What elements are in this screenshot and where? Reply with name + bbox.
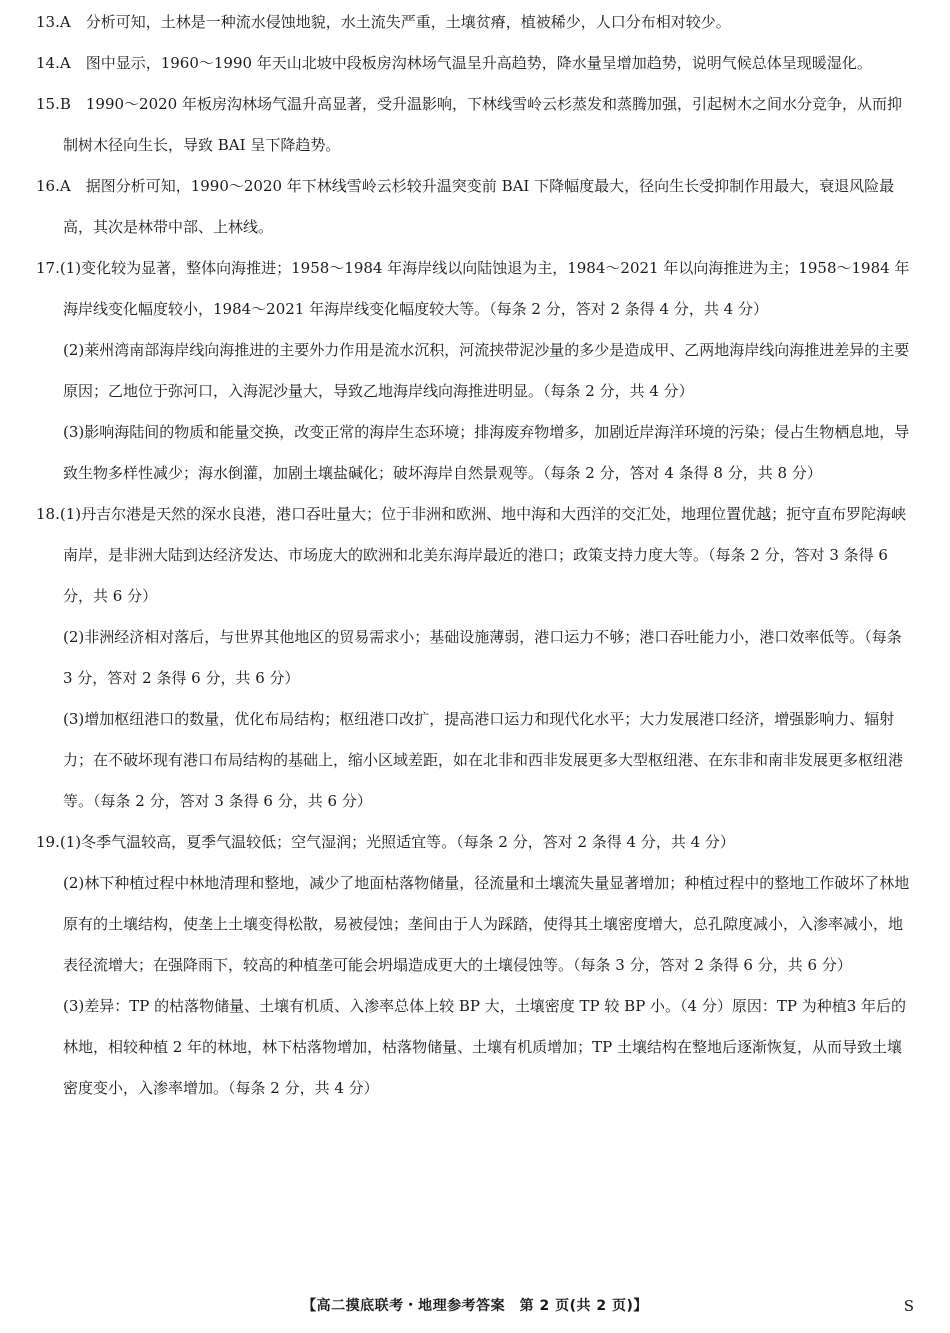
answer-text: A 图中显示，1960～1990 年天山北坡中段板房沟林场气温呈升高趋势，降水量呈增加趋势，说明气候总体呈现暖湿化。 — [59, 54, 872, 72]
answer-text: A 分析可知，土林是一种流水侵蚀地貌，水土流失严重，土壤贫瘠，植被稀少，人口分布相对较少。 — [59, 13, 731, 31]
answer-17-part-1 — [36, 248, 916, 330]
answer-text: (1)冬季气温较高，夏季气温较低；空气湿润；光照适宜等。（每条 2 分，答对 2 条得 4 分，共 4 分） — [59, 833, 735, 851]
question-number: 14. — [36, 54, 60, 72]
question-number: 18. — [36, 505, 60, 523]
answer-sheet-content — [36, 2, 916, 1109]
question-number: 15. — [36, 95, 60, 113]
answer-17-part-2: (2)莱州湾南部海岸线向海推进的主要外力作用是流水沉积，河流挟带泥沙量的多少是造成甲、乙两地海岸线向海推进差异的主要原因；乙地位于弥河口，入海泥沙量大，导致乙地海岸线向海推进明显。（每条 2 分，共 4 分） — [63, 341, 910, 400]
answer-18-part-1 — [36, 494, 916, 617]
question-number: 13. — [36, 13, 60, 31]
question-number: 16. — [36, 177, 60, 195]
answer-16 — [36, 166, 916, 248]
question-number: 17. — [36, 259, 60, 277]
answer-text: (1)丹吉尔港是天然的深水良港，港口吞吐量大；位于非洲和欧洲、地中海和大西洋的交汇处，地理位置优越；扼守直布罗陀海峡南岸，是非洲大陆到达经济发达、市场庞大的欧洲和北美东海岸最近的港口；政策支持力度大等。（每条 2 分，答对 3 条得 6 分，共 6 分） — [59, 505, 907, 605]
question-number: 19. — [36, 833, 60, 851]
answer-15 — [36, 84, 916, 166]
answer-18-part-2: (2)非洲经济相对落后，与世界其他地区的贸易需求小；基础设施薄弱，港口运力不够；港口吞吐能力小，港口效率低等。（每条 3 分，答对 2 条得 6 分，共 6 分） — [63, 628, 902, 687]
footer-mark: S — [903, 1297, 914, 1315]
answer-18-part-3: (3)增加枢纽港口的数量，优化布局结构；枢纽港口改扩，提高港口运力和现代化水平；大力发展港口经济，增强影响力、辐射力；在不破坏现有港口布局结构的基础上，缩小区域差距，如在北非和西非发展更多大型枢纽港、在东非和南非发展更多枢纽港等。（每条 2 分，答对 3 条得 6 分，共 6 分） — [63, 710, 904, 810]
answer-text: B 1990～2020 年板房沟林场气温升高显著，受升温影响，下林线雪岭云杉蒸发和蒸腾加强，引起树木之间水分竞争，从而抑制树木径向生长，导致 BAI 呈下降趋势。 — [59, 95, 903, 154]
answer-19-part-1 — [36, 822, 916, 863]
answer-17-part-3: (3)影响海陆间的物质和能量交换，改变正常的海岸生态环境；排海废弃物增多，加剧近岸海洋环境的污染；侵占生物栖息地，导致生物多样性减少；海水倒灌，加剧土壤盐碱化；破坏海岸自然景观等。（每条 2 分，答对 4 条得 8 分，共 8 分） — [63, 423, 910, 482]
page-footer: 【高二摸底联考・地理参考答案 第 2 页(共 2 页)】 — [302, 1298, 648, 1314]
answer-19-part-3: (3)差异：TP 的枯落物储量、土壤有机质、入渗率总体上较 BP 大，土壤密度 TP 较 BP 小。（4 分）原因：TP 为种植3 年后的林地，相较种植 2 年的林地，林下枯落物增加，枯落物储量、土壤有机质增加；TP 土壤结构在整地后逐渐恢复，从而导致土壤密度变小，入渗率增加。（每条 2 分，共 4 分） — [63, 997, 907, 1097]
answer-19-part-2: (2)林下种植过程中林地清理和整地，减少了地面枯落物储量，径流量和土壤流失量显著增加；种植过程中的整地工作破坏了林地原有的土壤结构，使垄上土壤变得松散，易被侵蚀；垄间由于人为踩踏，使得其土壤密度增大，总孔隙度减小，入渗率减小，地表径流增大；在强降雨下，较高的种植垄可能会坍塌造成更大的土壤侵蚀等。（每条 3 分，答对 2 条得 6 分，共 6 分） — [63, 874, 910, 974]
answer-13 — [36, 2, 916, 43]
answer-text: A 据图分析可知，1990～2020 年下林线雪岭云杉较升温突变前 BAI 下降幅度最大，径向生长受抑制作用最大，衰退风险最高，其次是林带中部、上林线。 — [59, 177, 895, 236]
answer-text: (1)变化较为显著，整体向海推进；1958～1984 年海岸线以向陆蚀退为主，1984～2021 年以向海推进为主；1958～1984 年海岸线变化幅度较小，1984～2021 年海岸线变化幅度较大等。（每条 2 分，答对 2 条得 4 分，共 4 分） — [59, 259, 910, 318]
answer-14 — [36, 43, 916, 84]
